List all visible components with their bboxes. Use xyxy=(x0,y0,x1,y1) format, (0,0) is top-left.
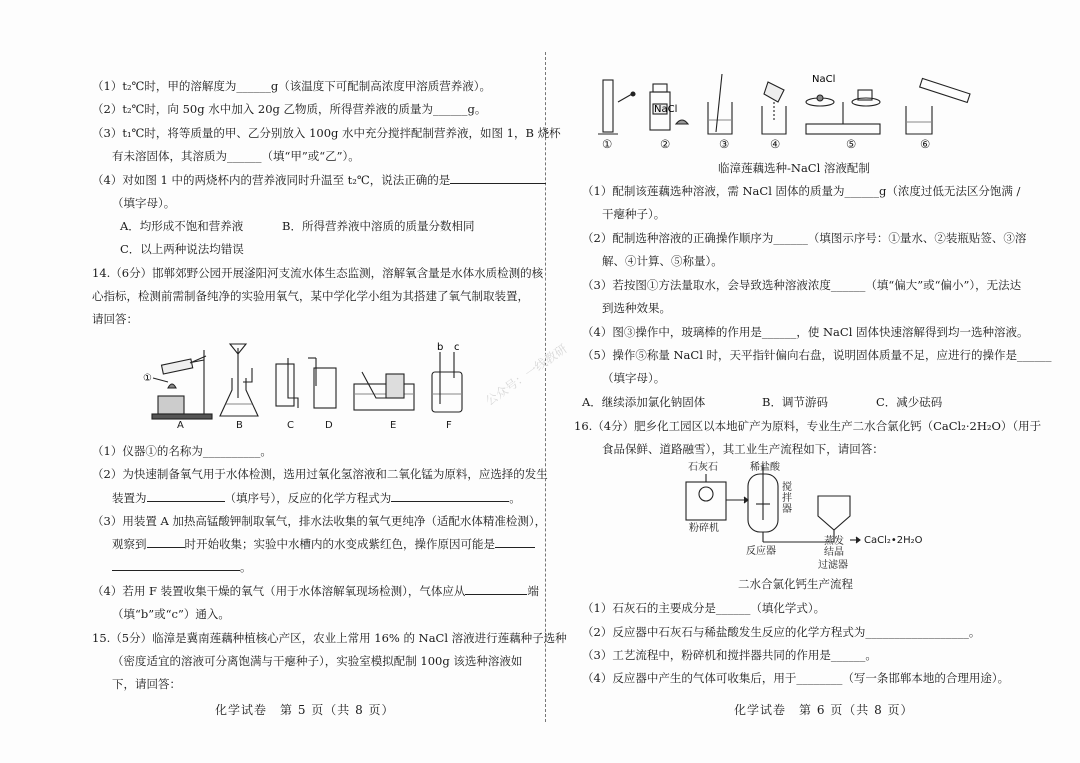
apparatus-a xyxy=(152,350,212,419)
figure-caption-nacl: 临漳莲藕选种-NaCl 溶液配制 xyxy=(718,161,870,175)
bottle-label-nacl: NaCl xyxy=(654,104,678,115)
flow-filter: 过滤器 xyxy=(818,560,848,571)
q15-intro-line3: 下，请回答： xyxy=(112,677,181,691)
answer-blank xyxy=(465,583,527,595)
apparatus-label-e: E xyxy=(390,420,397,431)
q14-part4-line2: （填“b”或“c”）通入。 xyxy=(112,607,230,621)
q13-option-b: B．所得营养液中溶质的质量分数相同 xyxy=(282,219,475,233)
fig-num-5: ⑤ xyxy=(846,137,857,151)
flow-crusher: 粉碎机 xyxy=(689,523,719,534)
q15-intro-line1: 15.（5分）临漳是冀南莲藕种植核心产区，农业上常用 16% 的 NaCl 溶液进行莲藕种子选种 xyxy=(92,631,567,645)
port-c-label: c xyxy=(454,342,460,353)
q15-part5-line2: （填字母）。 xyxy=(602,371,666,385)
q13-option-a: A．均形成不饱和营养液 xyxy=(120,219,244,233)
fig-num-2: ② xyxy=(660,137,671,151)
q14-part3-line1: （3）用装置 A 加热高锰酸钾制取氧气，排水法收集的氧气更纯净（适配水体精准检测）， xyxy=(92,514,547,528)
fig-num-4: ④ xyxy=(770,137,781,151)
marker-1: ① xyxy=(143,373,152,384)
q14-part2-line1: （2）为快速制备氧气用于水体检测，选用过氧化氢溶液和二氧化锰为原料，应选择的发生 xyxy=(92,467,548,481)
q13-part4-line2: （填字母）。 xyxy=(112,196,176,210)
q16-intro-line1: 16.（4分）肥乡化工园区以本地矿产为原料，专业生产二水合氯化钙（CaCl₂·2H₂O）（用于 xyxy=(574,419,1042,433)
q14-part2-line2: 装置为 （填序号），反应的化学方程式为 。 xyxy=(112,491,521,505)
footer-page-6: 化学试卷 第 6 页（共 8 页） xyxy=(734,703,914,717)
fig-6-pour xyxy=(906,78,970,134)
fig-num-3: ③ xyxy=(719,137,730,151)
q16-part4: （4）反应器中产生的气体可收集后，用于________（写一条邯郸本地的合理用途）。 xyxy=(582,671,1010,685)
q14-part4-line1: （4）若用 F 装置收集干燥的氧气（用于水体溶解氧现场检测），气体应从 端 xyxy=(92,584,539,598)
q13-part1: （1）t₂℃时，甲的溶解度为______g（该温度下可配制高浓度甲溶质营养液）。 xyxy=(92,79,492,93)
answer-blank xyxy=(495,536,535,548)
apparatus-label-f: F xyxy=(446,420,452,431)
q14-intro-line2: 心指标，检测前需制备纯净的实验用氧气，某中学化学小组为其搭建了氧气制取装置， xyxy=(92,289,529,303)
q15-part5-line1: （5）操作⑤称量 NaCl 时，天平指针偏向右盘，说明固体质量不足，应进行的操作是______ xyxy=(582,348,1052,362)
fig-5-balance xyxy=(806,90,880,134)
q14-intro-line3: 请回答： xyxy=(92,312,138,326)
apparatus-label-d: D xyxy=(325,420,333,431)
q14-part1: （1）仪器①的名称为__________。 xyxy=(92,444,272,458)
apparatus-label-b: B xyxy=(236,420,243,431)
flow-product: CaCl₂•2H₂O xyxy=(864,535,923,546)
flow-reactor: 反应器 xyxy=(746,546,776,557)
q15-part3-line2: 到选种效果。 xyxy=(602,301,671,315)
q13-part4-line1 xyxy=(92,172,546,188)
flow-caption: 二水合氯化钙生产流程 xyxy=(738,577,853,591)
apparatus-f xyxy=(432,352,462,412)
q13-part4-text: （4）对如图 1 中的两烧杯内的营养液同时升温至 t₂℃，说法正确的是 xyxy=(92,173,451,187)
q15-part2-line1: （2）配制选种溶液的正确操作顺序为______（填图示序号：①量水、②装瓶贴签、③溶 xyxy=(582,231,1027,245)
q13-part2: （2）t₂℃时，向 50g 水中加入 20g 乙物质，所得营养液的质量为______g。 xyxy=(92,102,487,116)
oxygen-apparatus-figure xyxy=(140,338,470,433)
fig-3-beaker xyxy=(708,74,732,134)
right-page xyxy=(482,0,1080,763)
answer-blank xyxy=(147,490,225,502)
q13-part3-line1: （3）t₁℃时，将等质量的甲、乙分别放入 100g 水中充分搅拌配制营养液，如图 1，B 烧杯 xyxy=(92,126,561,140)
q15-option-c: C．减少砝码 xyxy=(876,395,943,409)
apparatus-d xyxy=(308,358,336,408)
fig-num-1: ① xyxy=(602,137,613,151)
q15-part4: （4）图③操作中，玻璃棒的作用是______，使 NaCl 固体快速溶解得到均一选种溶液。 xyxy=(582,325,1029,339)
apparatus-label-c: C xyxy=(287,420,294,431)
q13-option-c: C．以上两种说法均错误 xyxy=(120,242,244,256)
flow-acid: 稀盐酸 xyxy=(750,462,780,473)
q14-intro-line1: 14.（6分）邯郸郊野公园开展滏阳河支流水体生态监测，溶解氧含量是水体水质检测的核 xyxy=(92,266,544,280)
q15-option-a: A．继续添加氯化钠固体 xyxy=(582,395,706,409)
fig-num-6: ⑥ xyxy=(920,137,931,151)
answer-blank xyxy=(450,172,546,184)
q16-intro-line2: 食品保鲜、道路融雪），其工业生产流程如下，请回答： xyxy=(602,442,884,456)
answer-blank xyxy=(112,559,240,571)
filter-unit xyxy=(818,496,850,530)
flow-stirrer: 搅拌器 xyxy=(782,482,792,515)
q14-part3-line2: 观察到 时开始收集；实验中水槽内的水变成紫红色，操作原因可能是 xyxy=(112,536,535,552)
q15-intro-line2: （密度适宜的溶液可分离饱满与干瘪种子），实验室模拟配制 100g 该选种溶液如 xyxy=(112,654,523,668)
apparatus-c xyxy=(276,358,298,408)
port-b-label: b xyxy=(437,342,444,353)
apparatus-e xyxy=(354,372,414,410)
apparatus-label-a: A xyxy=(177,420,184,431)
footer-page-5: 化学试卷 第 5 页（共 8 页） xyxy=(215,703,395,717)
q14-part3-line3: 。 xyxy=(112,559,252,575)
flow-limestone: 石灰石 xyxy=(688,462,718,473)
q15-part1-line1: （1）配制该莲藕选种溶液，需 NaCl 固体的质量为______g（浓度过低无法区分饱满 / xyxy=(582,184,1021,198)
q15-part1-line2: 干瘪种子）。 xyxy=(602,207,666,221)
fig-4-pour xyxy=(762,82,786,134)
q16-part2: （2）反应器中石灰石与稀盐酸发生反应的化学方程式为__________________。 xyxy=(582,625,981,639)
apparatus-b xyxy=(220,344,258,416)
q15-part3-line1: （3）若按图①方法量取水，会导致选种溶液浓度______（填“偏大”或“偏小”），无法达 xyxy=(582,278,1022,292)
q15-part2-line2: 解、④计算、⑤称量）。 xyxy=(602,254,723,268)
watermark: 公众号：一线教研 xyxy=(482,341,570,409)
answer-blank xyxy=(391,490,509,502)
flow-evaporation: 蒸发结晶 xyxy=(824,536,844,558)
balance-label-nacl: NaCl xyxy=(812,74,836,85)
q16-part1: （1）石灰石的主要成分是______（填化学式）。 xyxy=(582,601,826,615)
q16-part3: （3）工艺流程中，粉碎机和搅拌器共同的作用是______。 xyxy=(582,648,877,662)
fig-1-cylinder xyxy=(598,80,635,134)
crusher-wheel xyxy=(699,487,713,501)
q15-option-b: B．调节游码 xyxy=(762,395,828,409)
answer-blank xyxy=(147,536,185,548)
q13-part3-line2: 有未溶固体，其溶质为______（填“甲”或“乙”）。 xyxy=(112,149,360,163)
